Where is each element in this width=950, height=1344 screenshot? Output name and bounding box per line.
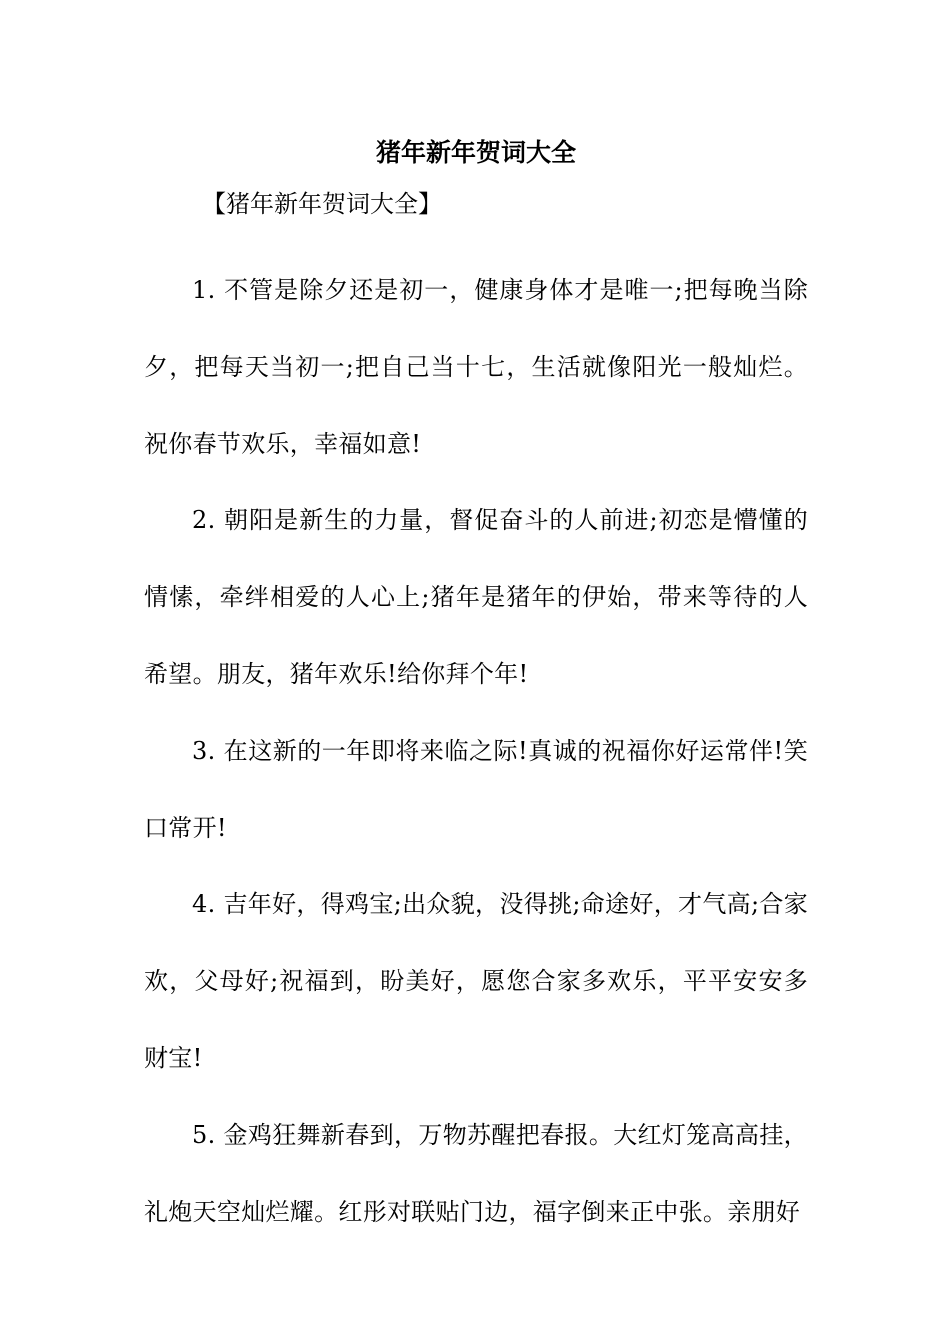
greeting-list — [144, 252, 808, 1250]
document-subtitle: 【猪年新年贺词大全】 — [202, 190, 442, 218]
document-title: 猪年新年贺词大全 — [375, 138, 576, 167]
greeting-paragraph-3: 3. 在这新的一年即将来临之际!真诚的祝福你好运常伴!笑口常开! — [144, 736, 808, 842]
greeting-paragraph-5: 5. 金鸡狂舞新春到，万物苏醒把春报。大红灯笼高高挂，礼炮天空灿烂耀。红彤对联贴门边，福字倒来正中张。亲朋好 — [144, 1120, 808, 1226]
greeting-paragraph-1: 1. 不管是除夕还是初一，健康身体才是唯一;把每晚当除夕，把每天当初一;把自己当十七，生活就像阳光一般灿烂。祝你春节欢乐，幸福如意! — [144, 276, 808, 458]
greeting-paragraph-4: 4. 吉年好，得鸡宝;出众貌，没得挑;命途好，才气高;合家欢，父母好;祝福到，盼美好，愿您合家多欢乐，平平安安多财宝! — [144, 890, 808, 1072]
greeting-paragraph-2: 2. 朝阳是新生的力量，督促奋斗的人前进;初恋是懵懂的情愫，牵绊相爱的人心上;猪年是猪年的伊始，带来等待的人希望。朋友，猪年欢乐!给你拜个年! — [144, 506, 808, 688]
document-body — [144, 134, 808, 1250]
